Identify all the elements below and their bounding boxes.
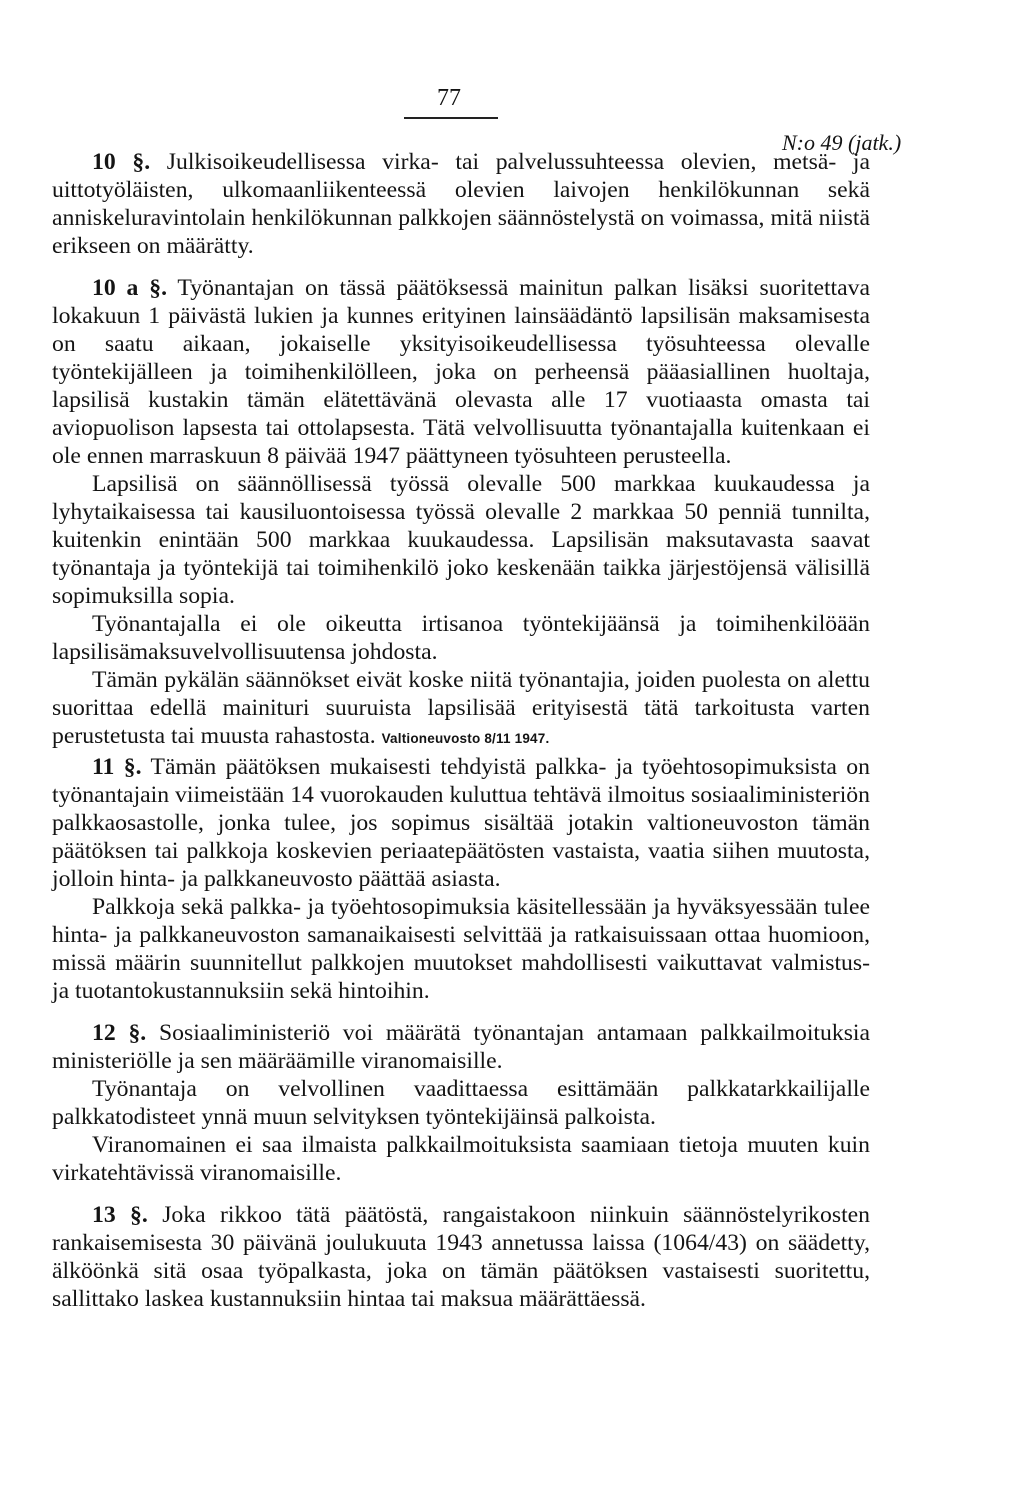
section-text: Sosiaaliministeriö voi määrätä työnantajan antamaan palkkailmoituksia ministeriölle ja sen määräämille viranomaisille.: [52, 1020, 871, 1074]
section-12: [52, 1019, 870, 1075]
paragraph-lapsilisa: Lapsilisä on säännöllisessä työssä olevalle 500 markkaa kuukaudessa ja lyhytaikaisessa tai kausiluontoisessa työssä olevalle 2 markkaa 50 penniä tunnilta, kuitenkin enintään 500 markkaa kuukaudessa. Lapsilisän maksutavasta saavat työnantaja ja työntekijä tai toimihenkilö joko keskenään taikka järjestöjensä välisillä sopimuksilla sopia.: [52, 471, 870, 609]
section-number: 12 §.: [92, 1020, 147, 1046]
decision-reference: Valtioneuvosto 8/11 1947.: [381, 731, 550, 746]
page-number: 77: [437, 85, 461, 111]
section-number: 10 §.: [92, 149, 151, 175]
continuation-label: N:o 49 (jatk.): [782, 130, 902, 155]
section-text: Joka rikkoo tätä päätöstä, rangaistakoon niinkuin säännöstelyrikosten rankaisemisesta 30 päivänä joulukuuta 1943 annetussa laissa (1064/43) on säädetty, älköönkä sitä osaa työpalkasta, joka on tämän päätöksen vastaisesti suoritettu, sallittako laskea kustannuksiin hintaa tai maksua määrättäessä.: [52, 1202, 871, 1312]
section-number: 13 §.: [92, 1202, 148, 1228]
paragraph-irtisanoa: Työnantajalla ei ole oikeutta irtisanoa työntekijäänsä ja toimihenkilöään lapsilisämaksuvelvollisuutensa johdosta.: [52, 611, 870, 665]
section-13: [52, 1201, 870, 1313]
header-rule: [404, 117, 498, 119]
section-11: [52, 753, 870, 893]
paragraph-text: Tämän pykälän säännökset eivät koske niitä työnantajia, joiden puolesta on alettu suorittaa edellä mainituri suuruista lapsilisää erityisestä tätä tarkoitusta varten perustetusta tai muusta rahastosta.: [52, 667, 870, 749]
paragraph-palkkoja: Palkkoja sekä palkka- ja työehtosopimuksia käsitellessään ja hyväksyessään tulee hinta- ja palkkaneuvoston samanaikaisesti selvittää ja ratkaisuissaan ottaa huomioon, missä määrin suunnitellut palkkojen muutokset mahdollisesti vaikuttavat valmistus- ja tuotantokustannuksiin sekä hintoihin.: [52, 894, 870, 1004]
paragraph-pykala: [52, 666, 870, 753]
paragraph-viranomainen: Viranomainen ei saa ilmaista palkkailmoituksista saamiaan tietoja muuten kuin virkatehtävissä viranomaisille.: [52, 1132, 870, 1186]
section-number: 10 a §.: [92, 275, 167, 301]
section-10: [52, 148, 870, 260]
section-text: Tämän päätöksen mukaisesti tehdyistä palkka- ja työehtosopimuksista on työnantajain viimeistään 14 vuorokauden kuluttua tehtävä ilmoitus sosiaaliministeriön palkkaosastolle, jonka tulee, jos sopimus sisältää jotakin valtioneuvoston tämän päätöksen tai palkkoja koskevien periaatepäätösten vastaista, vaatia siihen muutosta, jolloin hinta- ja palkkaneuvosto päättää asiasta.: [52, 754, 870, 892]
body-text: [52, 148, 870, 1313]
paragraph-velvollinen: Työnantaja on velvollinen vaadittaessa esittämään palkkatarkkailijalle palkkatodisteet ynnä muun selvityksen työntekijäinsä palkoista.: [52, 1076, 870, 1130]
section-text: Työnantajan on tässä päätöksessä mainitun palkan lisäksi suoritettava lokakuun 1 päivästä lukien ja kunnes erityinen lainsäädäntö lapsilisän maksamisesta on saatu aikaan, jokaiselle yksityisoikeudellisessa työsuhteessa olevalle työntekijälleen ja toimihenkilölleen, joka on perheensä pääasiallinen huoltaja, lapsilisä kustakin tämän elätettävänä olevasta alle 17 vuotiaasta omasta tai aviopuolison lapsesta tai ottolapsesta. Tätä velvollisuutta työnantajalla kuitenkaan ei ole ennen marraskuun 8 päivää 1947 päättyneen työsuhteen perusteella.: [52, 275, 870, 469]
section-10a: [52, 274, 870, 470]
section-number: 11 §.: [92, 754, 142, 780]
section-text: Julkisoikeudellisessa virka- tai palvelussuhteessa olevien, metsä- ja uittotyöläisten, ulkomaanliikenteessä olevien laivojen henkilökunnan sekä anniskeluravintolain henkilökunnan palkkojen säännöstelystä on voimassa, mitä niistä erikseen on määrätty.: [52, 149, 870, 259]
